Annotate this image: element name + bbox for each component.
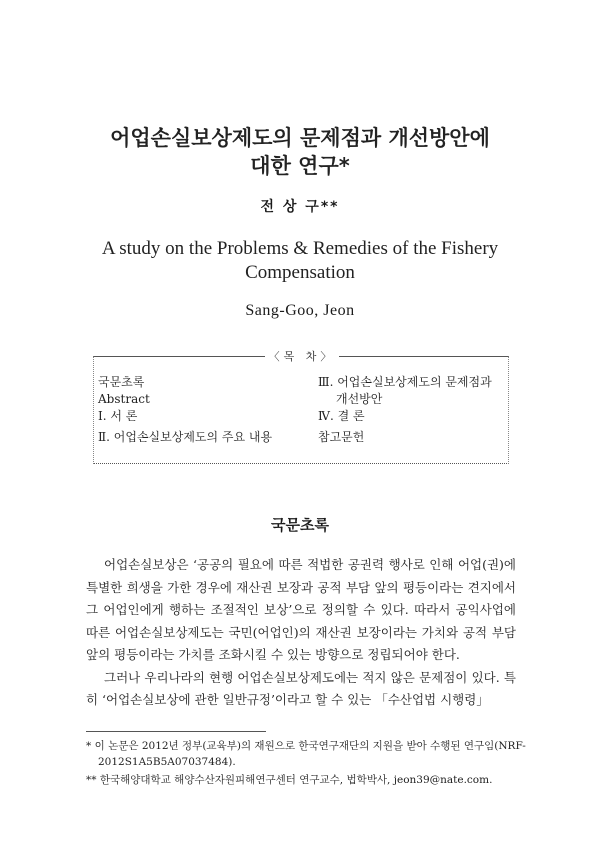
toc-item: Abstract	[98, 392, 150, 406]
toc-item: Ⅳ. 결 론	[318, 409, 365, 423]
toc-item: Ⅱ. 어업손실보상제도의 주요 내용	[98, 430, 273, 444]
author-english: Sang-Goo, Jeon	[245, 302, 355, 319]
abstract-body	[86, 554, 516, 712]
toc-item: 개선방안	[336, 392, 383, 406]
footnote-rule	[86, 731, 266, 732]
paragraph: 어업손실보상은 ‘공공의 필요에 따른 적법한 공권력 행사로 인해 어업(권)에 특별한 희생을 가한 경우에 재산권 보장과 공적 부담 앞의 평등이라는 견지에서 그 어업인에게 행하는 조절적인 보상’으로 정의할 수 있다. 따라서 공익사업에 따른 어업손실보상제도는 국민(어업인)의 재산권 보장이라는 가치와 공적 부담 앞의 평등이라는 가치를 조화시킬 수 있는 방향으로 정립되어야 한다.	[86, 557, 516, 662]
toc-item: Ⅲ. 어업손실보상제도의 문제점과	[318, 375, 492, 389]
footnote: * 이 논문은 2012년 정부(교육부)의 재원으로 한국연구재단의 지원을 받아 수행된 연구임(NRF-2012S1A5B5A07037484).	[86, 740, 526, 768]
toc-item: Ⅰ. 서 론	[98, 409, 138, 423]
table-of-contents	[93, 350, 509, 464]
title-english-line-1: A study on the Problems & Remedies of the Fishery	[101, 238, 499, 259]
toc-item: 참고문헌	[318, 430, 365, 444]
title-english-line-2: Compensation	[245, 262, 355, 283]
section-title: 국문초록	[271, 516, 329, 534]
title-korean-line-1: 어업손실보상제도의 문제점과 개선방안에	[110, 126, 490, 150]
author-korean: 전 상 구**	[260, 199, 340, 215]
title-korean-line-2: 대한 연구*	[250, 154, 350, 178]
toc-heading: 〈목 차〉	[94, 348, 510, 364]
paragraph: 그러나 우리나라의 현행 어업손실보상제도에는 적지 않은 문제점이 있다. 특히 ‘어업손실보상에 관한 일반규정’이라고 할 수 있는 「수산업법 시행령」	[86, 669, 516, 707]
toc-item: 국문초록	[98, 375, 145, 389]
footnote: ** 한국해양대학교 해양수산자원피해연구센터 연구교수, 법학박사, jeon39@nate.com.	[86, 774, 493, 786]
